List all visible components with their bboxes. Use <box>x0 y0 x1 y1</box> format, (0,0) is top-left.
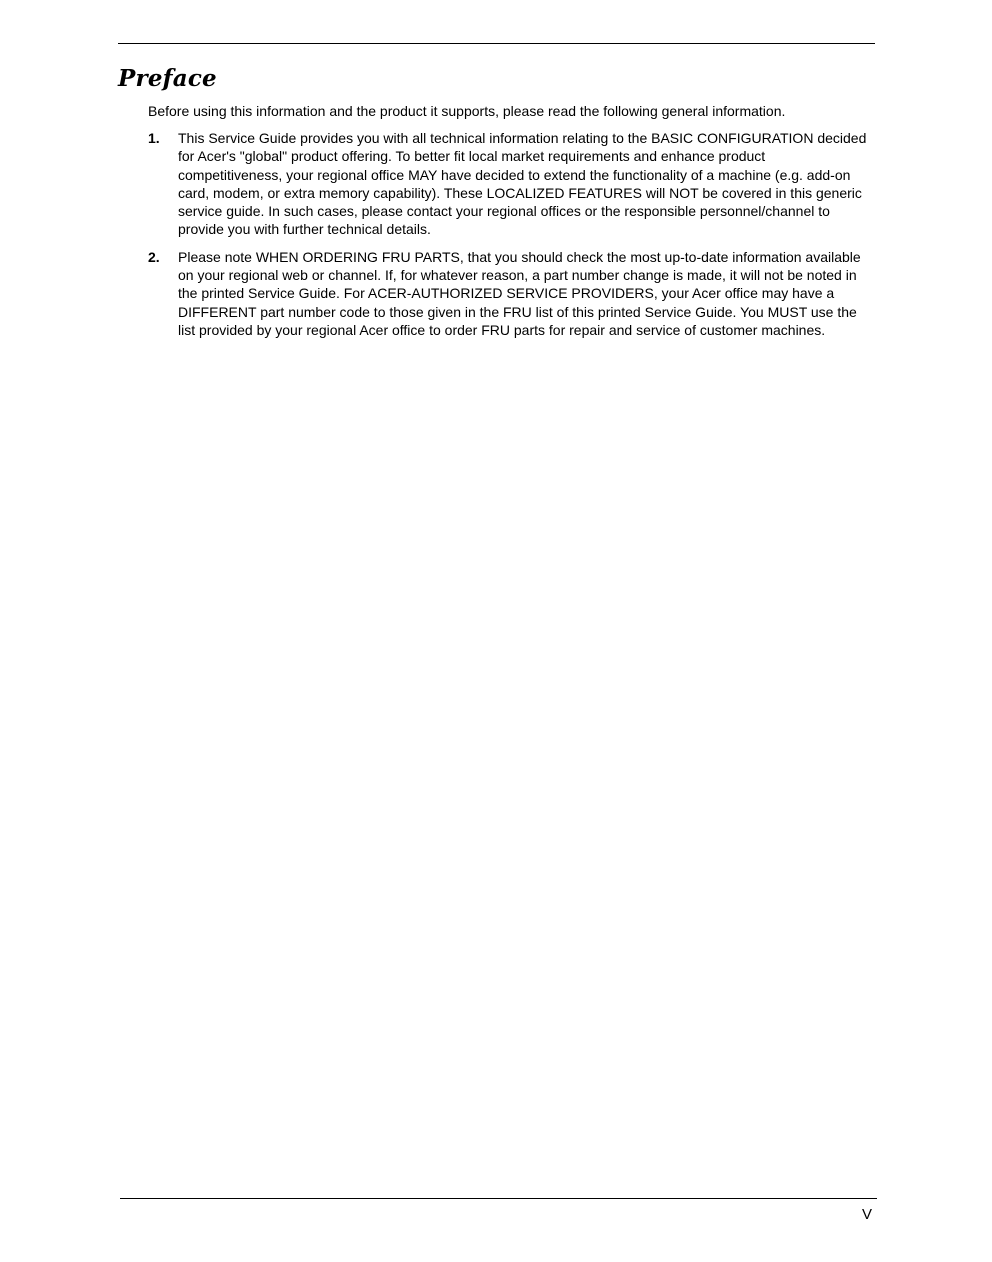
header-rule <box>118 43 875 44</box>
list-item-text: This Service Guide provides you with all technical information relating to the BASIC CONFIGURATION decided for Acer's "global" product offering. To better fit local market requirements and enhance product competitiveness, your regional office MAY have decided to extend the functionality of a machine (e.g. add-on card, modem, or extra memory capability). These LOCALIZED FEATURES will NOT be covered in this generic service guide. In such cases, please contact your regional offices or the responsible personnel/channel to provide you with further technical details. <box>178 130 867 238</box>
intro-paragraph: Before using this information and the product it supports, please read the following general information. <box>148 103 786 119</box>
preface-list <box>148 129 873 339</box>
list-item-number: 2. <box>148 248 160 265</box>
list-item <box>148 129 873 239</box>
list-item-number: 1. <box>148 130 160 146</box>
footer-rule <box>120 1198 877 1199</box>
list-item <box>148 248 873 339</box>
page-title: Preface <box>118 65 217 92</box>
page-number: V <box>862 1206 873 1223</box>
list-item-text: Please note WHEN ORDERING FRU PARTS, that you should check the most up-to-date information available on your regional web or channel. If, for whatever reason, a part number change is made, it will not be noted in the printed Service Guide. For ACER-AUTHORIZED SERVICE PROVIDERS, your Acer office may have a DIFFERENT part number code to those given in the FRU list of this printed Service Guide. You MUST use the list provided by your regional Acer office to order FRU parts for repair and service of customer machines. <box>178 248 861 338</box>
